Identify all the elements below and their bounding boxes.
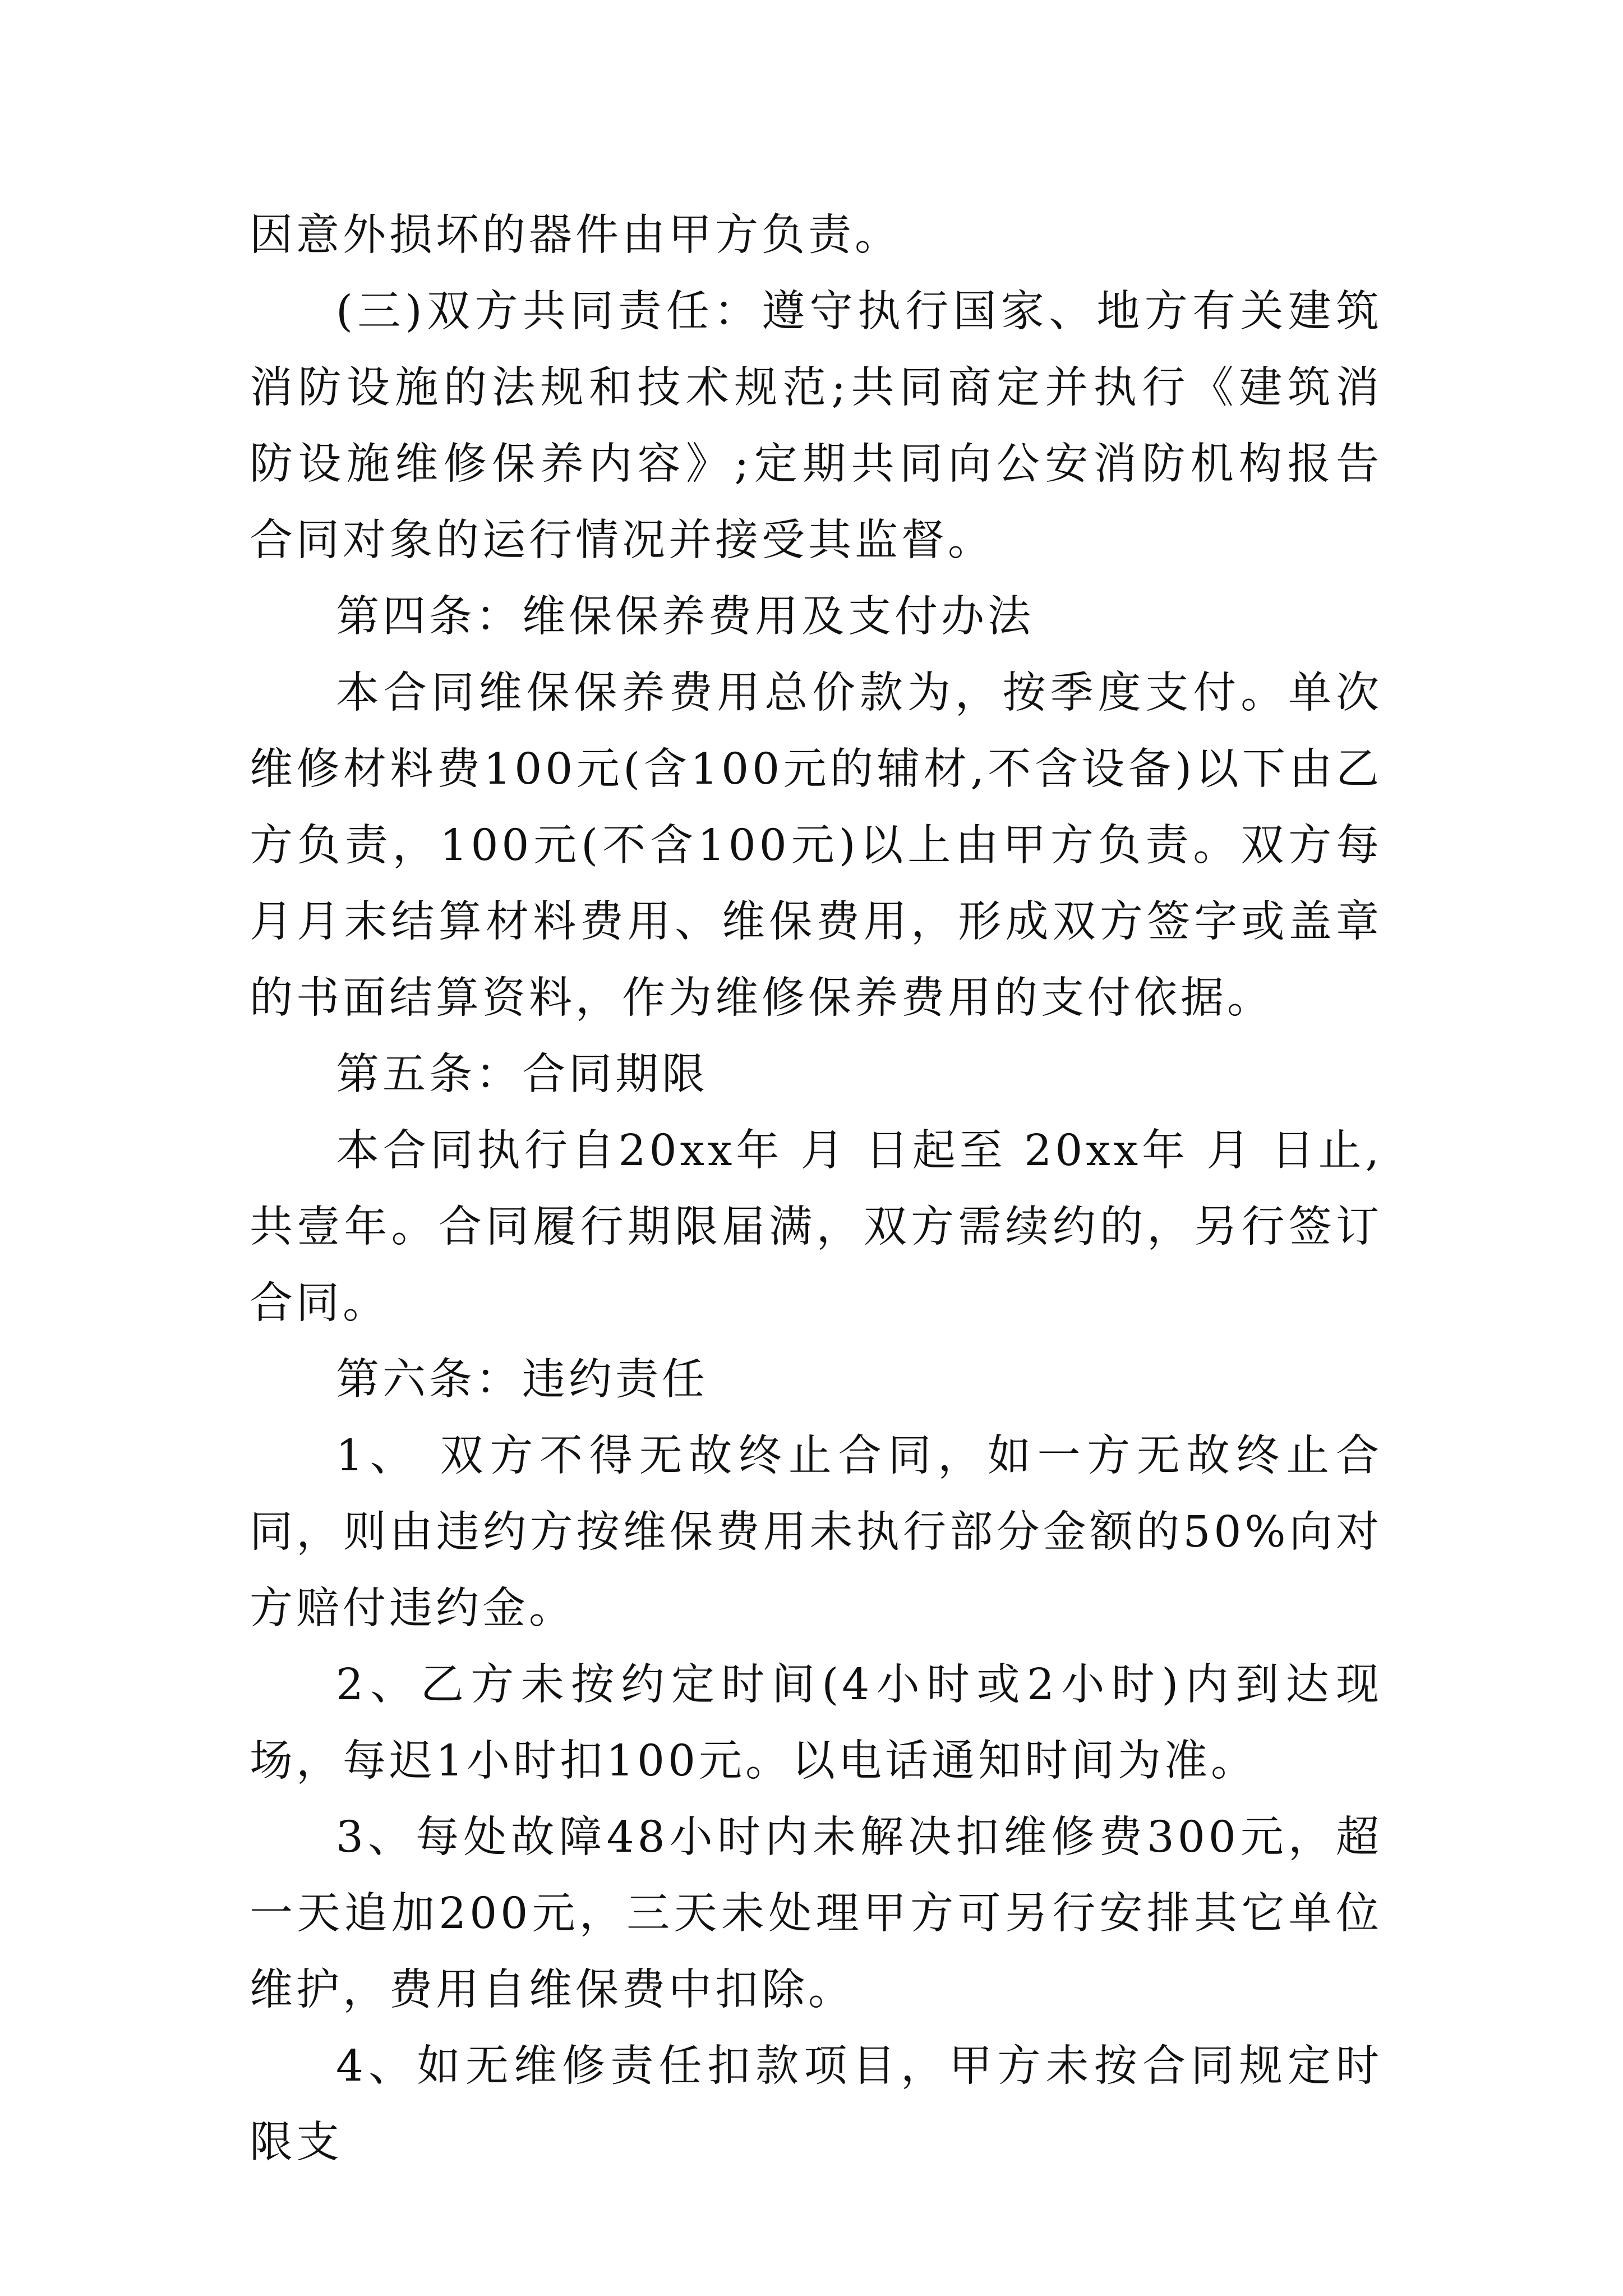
heading-article-four: 第四条：维保保养费用及支付办法 xyxy=(336,592,1034,642)
heading-article-five: 第五条：合同期限 xyxy=(336,1050,708,1099)
paragraph-damaged-parts: 因意外损坏的器件由甲方负责。 xyxy=(250,210,901,260)
paragraph-breach-clause-1: 1、 双方不得无故终止合同，如一方无故终止合同，则由违约方按维保费用未执行部分金额的50%向对方赔付违约金。 xyxy=(250,1431,1382,1634)
paragraph-contract-term: 本合同执行自20xx年 月 日起至 20xx年 月 日止,共壹年。合同履行期限届满，双方需续约的，另行签订合同。 xyxy=(250,1126,1382,1328)
paragraph-breach-clause-3: 3、每处故障48小时内未解决扣维修费300元，超一天追加200元，三天未处理甲方可另行安排其它单位维护，费用自维保费中扣除。 xyxy=(250,1812,1382,2015)
paragraph-breach-clause-2: 2、乙方未按约定时间(4小时或2小时)内到达现场，每迟1小时扣100元。以电话通知时间为准。 xyxy=(250,1660,1382,1786)
paragraph-breach-clause-4: 4、如无维修责任扣款项目，甲方未按合同规定时限支 xyxy=(250,2041,1382,2168)
heading-article-six: 第六条：违约责任 xyxy=(336,1355,708,1405)
paragraph-maintenance-fees: 本合同维保保养费用总价款为，按季度支付。单次维修材料费100元(含100元的辅材,不含设备)以下由乙方负责，100元(不含100元)以上由甲方负责。双方每月月末结算材料费用、维保费用，形成双方签字或盖章的书面结算资料，作为维修保养费用的支付依据。 xyxy=(250,668,1382,1023)
document-body xyxy=(250,197,1382,2181)
paragraph-joint-responsibility: (三)双方共同责任：遵守执行国家、地方有关建筑消防设施的法规和技术规范;共同商定并执行《建筑消防设施维修保养内容》;定期共同向公安消防机构报告合同对象的运行情况并接受其监督。 xyxy=(250,287,1382,565)
